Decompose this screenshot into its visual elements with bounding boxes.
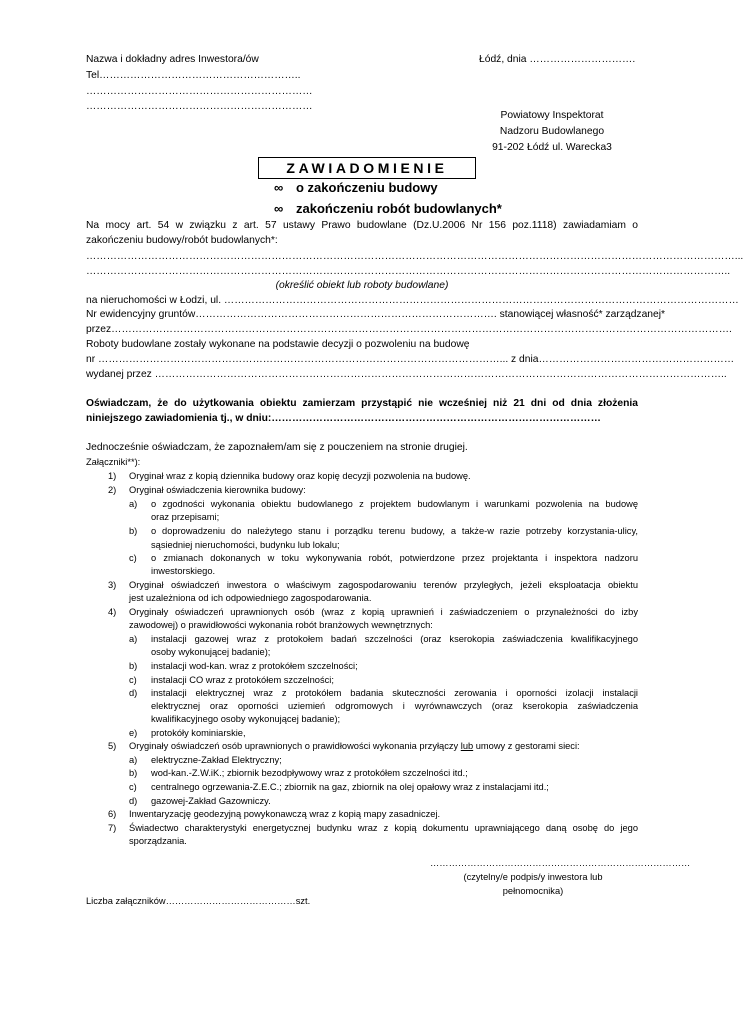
list-item: Oryginały oświadczeń osób uprawnionych o prawidłowości wykonania przyłączy lub umowy z gestorami sieci: [129, 741, 580, 751]
option-completion-construction: o zakończeniu budowy [296, 180, 438, 195]
place-date: Łódź, dnia …………………………. [479, 54, 636, 65]
sub-number: a) [129, 755, 138, 765]
signature-line: ………………………………………………………………………… [430, 858, 691, 868]
list-number: 3) [108, 580, 117, 590]
investor-name-label: Nazwa i dokładny adres Inwestora/ów [86, 54, 259, 65]
owner-field: przez………………………………………………………………………………………………………………………………………………………………. [86, 324, 732, 335]
sub-item: kwalifikacyjnego osoby wykonującej badanie); [151, 714, 341, 724]
sub-item: elektrycznej oraz oporności uziemień odgromowych i wyrównawczych (oraz kserokopia zaświadczenia [151, 701, 638, 711]
list-item: Inwentaryzację geodezyjną powykonawczą wraz z kopią mapy zasadniczej. [129, 809, 441, 819]
object-dots: ………………………………………………………………………………………………………………………………………………………………………... [86, 251, 743, 262]
sub-item: instalacji elektrycznej wraz z protokółem badania skuteczności zerowania i oporności izolacji instalacji [151, 688, 638, 698]
list-item: Oryginał wraz z kopią dziennika budowy oraz kopię decyzji pozwolenia na budowę. [129, 471, 471, 481]
list-number: 7) [108, 823, 117, 833]
sub-item: o doprowadzeniu do należytego stanu i porządku terenu budowy, a także-w razie potrzeby korzystania-ulicy, [151, 526, 638, 536]
sub-number: b) [129, 768, 138, 778]
sub-item: o zgodności wykonania obiektu budowlanego z projektem budowlanym i warunkami pozwolenia na budowę [151, 499, 638, 509]
sub-number: b) [129, 526, 138, 536]
sub-number: c) [129, 675, 137, 685]
property-field: na nieruchomości w Łodzi, ul. …………………………………………………………………………………………………………………………………… [86, 295, 739, 306]
list-item: Oryginał oświadczeń inwestora o właściwym zagospodarowaniu terenów przyległych, jeżeli eksploatacja obiektu [129, 580, 638, 590]
issued-by-field: wydanej przez ………………………………………………………………………………………………………………………………………………….. [86, 369, 727, 380]
list-number: 6) [108, 809, 117, 819]
list-item: sporządzania. [129, 836, 187, 846]
sub-item: instalacji CO wraz z protokółem szczelności; [151, 675, 334, 685]
sub-number: d) [129, 688, 138, 698]
parcel-field: Nr ewidencyjny gruntów……………………………………………………………………………. stanowiącej własność* zarządzanej* [86, 309, 666, 320]
intro-text: Na mocy art. 54 w związku z art. 57 ustawy Prawo budowlane (Dz.U.2006 Nr 156 poz.1118) zawiadamiam o [86, 220, 638, 231]
sub-item: oraz przepisami; [151, 512, 220, 522]
sub-item: wod-kan.-Z.W.iK.; zbiornik bezodpływowy wraz z protokółem szczelności itd.; [151, 768, 468, 778]
sub-item: instalacji wod-kan. wraz z protokółem szczelności; [151, 661, 358, 671]
sub-item: elektryczne-Zakład Elektryczny; [151, 755, 282, 765]
list-number: 1) [108, 471, 117, 481]
object-dots: …………………………………………………………………………………………………………………………………………………………………….. [86, 266, 731, 277]
sub-number: a) [129, 499, 138, 509]
infinity-icon: ∞ [274, 201, 284, 216]
sub-item: instalacji gazowej wraz z protokołem badań szczelności (oraz kserokopia zaświadczenia kwalifikacyjnego [151, 634, 638, 644]
sub-number: d) [129, 796, 138, 806]
attachment-count: Liczba załączników……………………………………szt. [86, 896, 311, 906]
infinity-icon: ∞ [274, 180, 284, 195]
sub-number: a) [129, 634, 138, 644]
signature-caption: pełnomocnika) [502, 886, 564, 896]
recipient-line: 91-202 Łódź ul. Warecka3 [492, 142, 612, 153]
list-number: 5) [108, 741, 117, 751]
option-completion-works: zakończeniu robót budowlanych* [296, 201, 502, 216]
sub-number: c) [129, 553, 137, 563]
document-title: ZAWIADOMIENIE [258, 157, 476, 179]
declaration-text: Oświadczam, że do użytkowania obiektu zamierzam przystąpić nie wcześniej niż 21 dni od dnia złożenia [86, 398, 638, 409]
object-hint: (określić obiekt lub roboty budowlane) [275, 280, 449, 291]
recipient-line: Nadzoru Budowlanego [499, 126, 605, 137]
list-item: zawodowej) o prawidłowości wykonania robót branżowych wewnętrznych: [129, 620, 433, 630]
decision-number-field: nr ………………………………………………………………………………………………………... z dnia………………………………………………… [86, 354, 735, 365]
sub-item: centralnego ogrzewania-Z.E.C.; zbiornik na gaz, zbiornik na olej opałowy wraz z instalacjami itd.; [151, 782, 549, 792]
list-item: Oryginał oświadczenia kierownika budowy: [129, 485, 306, 495]
decision-text: Roboty budowlane zostały wykonane na podstawie decyzji o pozwoleniu na budowę [86, 339, 470, 350]
sub-item: o zmianach dokonanych w toku wykonywania robót, potwierdzone przez projektanta i inspektora nadzoru [151, 553, 638, 563]
investor-address-line: ………………………………………………………… [86, 86, 313, 97]
sub-item: osoby wykonującej badanie); [151, 647, 271, 657]
sub-number: c) [129, 782, 137, 792]
list-item: Oryginały oświadczeń uprawnionych osób (wraz z kopią uprawnień i zaświadczeniem o przynależności do izby [129, 607, 638, 617]
sub-item: inwestorskiego. [151, 566, 216, 576]
attachments-label: Załączniki**): [86, 457, 141, 467]
signature-caption: (czytelny/e podpis/y inwestora lub [463, 872, 603, 882]
list-number: 2) [108, 485, 117, 495]
recipient-line: Powiatowy Inspektorat [500, 110, 604, 121]
intro-text: zakończeniu budowy/robót budowlanych*: [86, 235, 278, 246]
acknowledgement-text: Jednocześnie oświadczam, że zapoznałem/am się z pouczeniem na stronie drugiej. [86, 442, 468, 453]
sub-number: b) [129, 661, 138, 671]
list-item: Świadectwo charakterystyki energetycznej budynku wraz z kopią dokumentu uprawniającego daną osobę do jego [129, 823, 638, 833]
investor-address-line: ………………………………………………………… [86, 101, 313, 112]
sub-item: sąsiedniej nieruchomości, budynku lub lokalu; [151, 540, 340, 550]
investor-phone-line: Tel………………………………………………….. [86, 70, 301, 81]
list-number: 4) [108, 607, 117, 617]
sub-number: e) [129, 728, 138, 738]
list-item: jest uzależniona od ich odpowiedniego zagospodarowania. [129, 593, 372, 603]
sub-item: protokóły kominiarskie, [151, 728, 246, 738]
sub-item: gazowej-Zakład Gazowniczy. [151, 796, 271, 806]
declaration-date: niniejszego zawiadomienia tj., w dniu:…………………………………………………………………………………… [86, 413, 601, 424]
